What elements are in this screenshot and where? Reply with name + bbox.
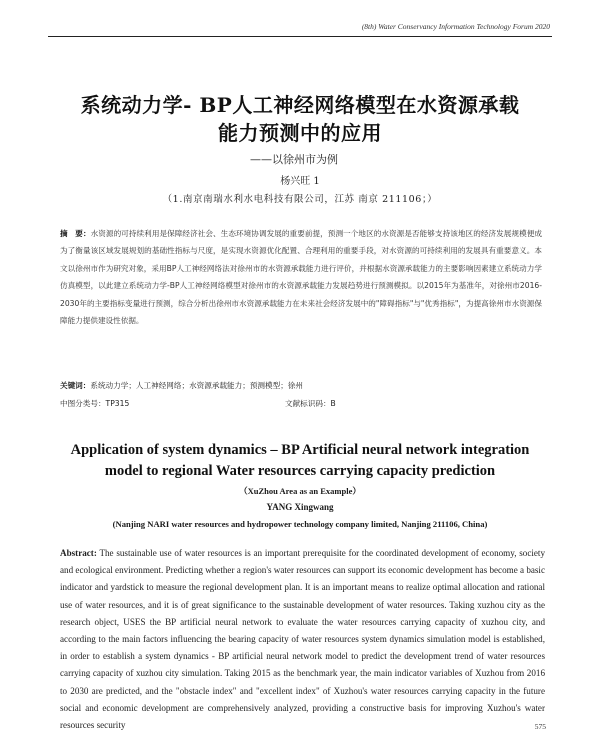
chinese-title-line2: 能力预测中的应用 bbox=[218, 121, 382, 145]
english-abstract-text: The sustainable use of water resources is an important prerequisite for the coordinated development of economy, society and ecological environment. Predicting whether a region's water resources can support its economic development has become a basic indicator and yardstick to measure the regional development plan. It is an important means to realize optimal allocation and rational use of water resources, and it is of great significance to the sustainable development of water resources. Taking xuzhou city as the research object, USES the BP artificial neural network to evaluate the water resources carrying capacity of xuzhou city, and according to the main factors influencing the bearing capacity of water resources system dynamics simulation model is established, in order to establish a system dynamics - BP artificial neural network model to predict the development trend of water resources carrying capacity of xuzhou city simulation. Taking 2015 as the benchmark year, the main indicator variables of Xuzhou from 2016 to 2030 are predicted, and the "obstacle index" and "excellent index" of Xuzhou's water resources carrying capacity in the future social and economic development are comprehensively analyzed, providing a constructive basis for improving Xuzhou's water resources security bbox=[60, 548, 545, 731]
page-number: 575 bbox=[534, 722, 546, 731]
english-abstract bbox=[60, 545, 545, 734]
chinese-keywords bbox=[60, 380, 303, 391]
running-header: (8th) Water Conservancy Information Technology Forum 2020 bbox=[361, 22, 550, 31]
english-affiliation: (Nanjing NARI water resources and hydropower technology company limited, Nanjing 211106, China) bbox=[112, 519, 488, 529]
classification-number: 中图分类号：TP315 bbox=[60, 399, 130, 408]
english-abstract-label: Abstract: bbox=[60, 548, 97, 558]
chinese-keywords-label: 关键词： bbox=[60, 381, 91, 390]
english-title-line1: Application of system dynamics – BP Artificial neural network integration bbox=[70, 442, 530, 458]
header-rule bbox=[48, 36, 552, 37]
chinese-abstract-label: 摘 要： bbox=[60, 229, 91, 238]
english-title-line2: model to regional Water resources carrying capacity prediction bbox=[104, 463, 496, 479]
chinese-subtitle: ——以徐州市为例 bbox=[250, 153, 338, 166]
english-author: YANG Xingwang bbox=[266, 502, 334, 512]
chinese-author: 杨兴旺 1 bbox=[280, 176, 320, 187]
chinese-keywords-text: 系统动力学；人工神经网络；水资源承载能力；预测模型；徐州 bbox=[90, 381, 303, 390]
chinese-abstract bbox=[60, 225, 542, 329]
chinese-affiliation: （1.南京南瑞水利水电科技有限公司，江苏 南京 211106；） bbox=[162, 194, 438, 205]
english-subtitle: （XuZhou Area as an Example） bbox=[239, 486, 361, 496]
chinese-abstract-text: 水资源的可持续利用是保障经济社会、生态环境协调发展的重要前提，预测一个地区的水资源是否能够支持该地区的经济发展规模便成为了衡量该区域发展规划的基础性指标与尺度，是实现水资源优化配置、合理利用的重要手段，对水资源的可持续利用的发展具有重要意义。本文以徐州市作为研究对象，采用BP人工神经网络法对徐州市的水资源承载能力进行评价，并根据水资源承载能力的主要影响因素建立系统动力学仿真模型，以此建立系统动力学-BP人工神经网络模型对徐州市的水资源承载能力发展趋势进行预测模拟。以2015年为基准年，对徐州市2016-2030年的主要指标变量进行预测，综合分析出徐州市水资源承载能力在未来社会经济发展中的"障碍指标"与"优秀指标"，为提高徐州市水资源保障能力提供建设性依据。 bbox=[60, 229, 542, 326]
document-code: 文献标识码：B bbox=[285, 399, 336, 408]
chinese-title-line1: 系统动力学- BP人工神经网络模型在水资源承载 bbox=[80, 93, 520, 117]
